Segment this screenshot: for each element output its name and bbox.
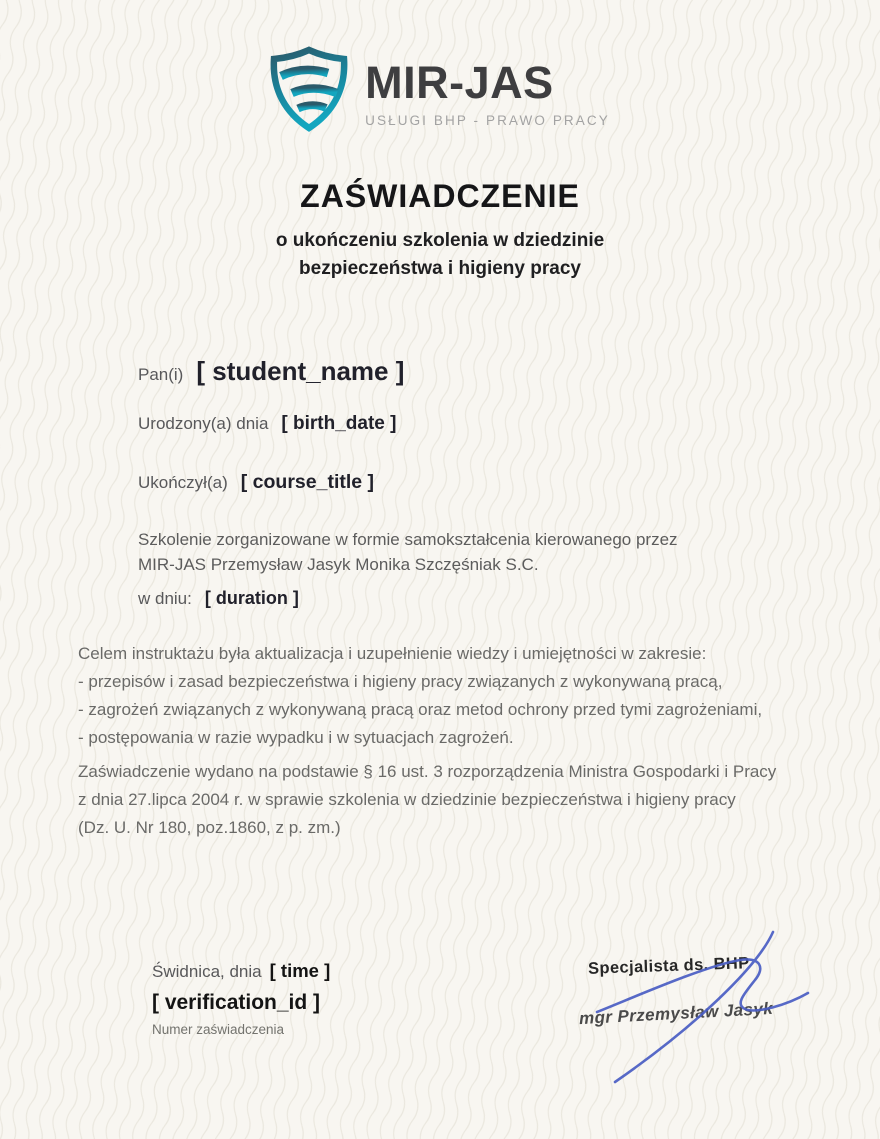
organizer-paragraph xyxy=(138,527,678,577)
legal-basis-paragraph xyxy=(78,758,776,842)
purpose-item-3: - postępowania w razie wypadku i w sytuacjach zagrożeń. xyxy=(78,728,514,747)
duration-label: w dniu: xyxy=(138,589,192,608)
certificate-title: ZAŚWIADCZENIE xyxy=(300,178,580,214)
signature-block xyxy=(575,940,820,1090)
organizer-line2: MIR-JAS Przemysław Jasyk Monika Szczęśniak S.C. xyxy=(138,555,539,574)
purpose-paragraph xyxy=(78,640,762,752)
birth-date-label: Urodzony(a) dnia xyxy=(138,414,269,433)
course-title-placeholder: [ course_title ] xyxy=(240,471,375,493)
brand-name: MIR-JAS xyxy=(365,57,554,108)
signer-name-stamp: mgr Przemysław Jasyk xyxy=(578,998,774,1029)
certificate-subtitle xyxy=(0,227,880,283)
student-name-placeholder: [ student_name ] xyxy=(196,356,405,386)
legal-line2: z dnia 27.lipca 2004 r. w sprawie szkolenia w dziedzinie bezpieczeństwa i higieny pracy xyxy=(78,790,736,809)
signer-role-stamp: Specjalista ds. BHP xyxy=(587,954,750,978)
logo xyxy=(0,46,880,132)
shield-logo-icon xyxy=(270,46,348,132)
handwritten-signature xyxy=(575,930,820,1090)
footer-issue-info xyxy=(152,960,330,1037)
course-title-label: Ukończył(a) xyxy=(138,473,228,492)
student-name-label: Pan(i) xyxy=(138,365,184,384)
purpose-item-2: - zagrożeń związanych z wykonywaną pracą oraz metod ochrony przed tymi zagrożeniami, xyxy=(78,700,763,719)
certificate-subtitle-line2: bezpieczeństwa i higieny pracy xyxy=(299,258,581,279)
birth-date-row xyxy=(138,413,396,435)
issue-date-placeholder: [ time ] xyxy=(269,960,331,981)
verification-id-placeholder: [ verification_id ] xyxy=(152,991,321,1014)
duration-placeholder: [ duration ] xyxy=(204,588,299,608)
issue-place-date-row xyxy=(152,960,330,982)
organizer-line1: Szkolenie zorganizowane w formie samokształcenia kierowanego przez xyxy=(138,530,678,549)
purpose-item-1: - przepisów i zasad bezpieczeństwa i higieny pracy związanych z wykonywaną pracą, xyxy=(78,672,723,691)
certificate-subtitle-line1: o ukończeniu szkolenia w dziedzinie xyxy=(275,230,605,251)
duration-row xyxy=(138,588,299,609)
course-title-row xyxy=(138,471,374,494)
student-name-row xyxy=(138,356,404,387)
issue-place-label: Świdnica, dnia xyxy=(152,962,262,981)
legal-line3: (Dz. U. Nr 180, poz.1860, z p. zm.) xyxy=(78,818,341,837)
verification-id-caption: Numer zaświadczenia xyxy=(152,1022,285,1037)
legal-line1: Zaświadczenie wydano na podstawie § 16 ust. 3 rozporządzenia Ministra Gospodarki i Pracy xyxy=(78,762,777,781)
brand-tagline: USŁUGI BHP - PRAWO PRACY xyxy=(365,113,610,128)
logo-text xyxy=(365,46,610,132)
birth-date-placeholder: [ birth_date ] xyxy=(281,413,397,434)
purpose-intro: Celem instruktażu była aktualizacja i uzupełnienie wiedzy i umiejętności w zakresie: xyxy=(78,644,707,663)
